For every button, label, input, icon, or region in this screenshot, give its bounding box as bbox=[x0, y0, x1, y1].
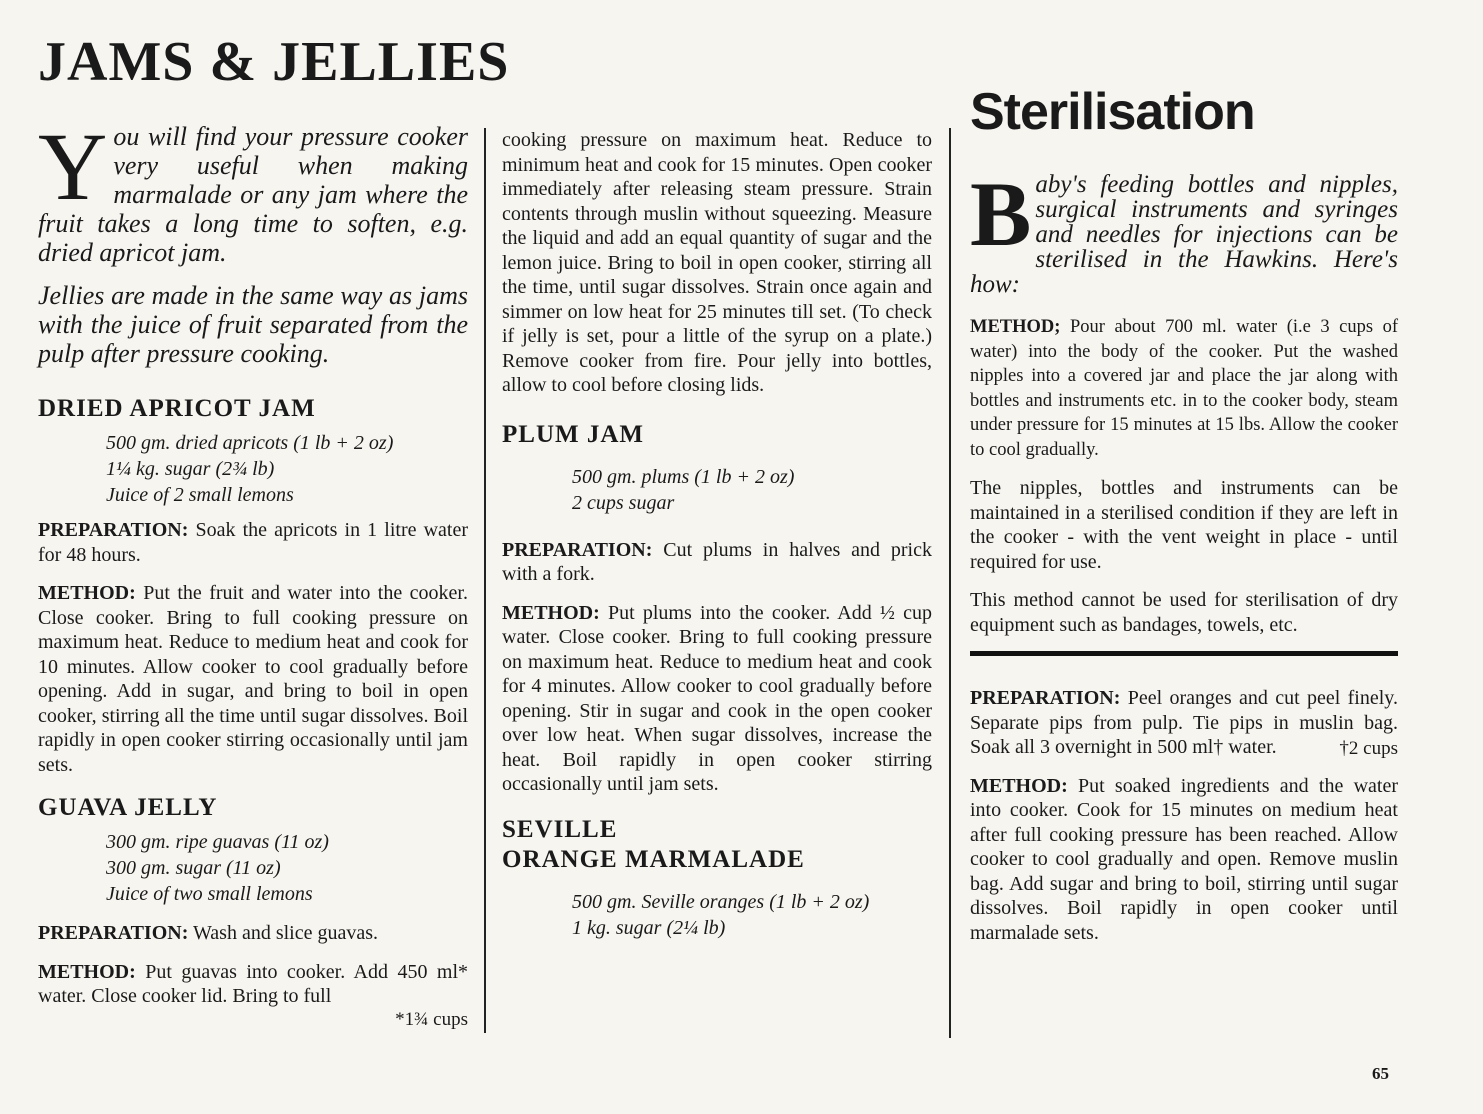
preparation-label: PREPARATION: bbox=[502, 538, 653, 561]
preparation-label: PREPARATION: bbox=[970, 687, 1121, 709]
page-number: 65 bbox=[1372, 1064, 1389, 1083]
ingredient-item: 1¼ kg. sugar (2¾ lb) bbox=[106, 458, 275, 480]
drop-cap: B bbox=[970, 163, 1032, 265]
method-label: METHOD: bbox=[38, 582, 136, 604]
recipe-title-line: SEVILLE bbox=[502, 815, 618, 843]
method-text: Put soaked ingredients and the water into cooker. Cook for 15 minutes on medium heat after full cooking pressure has been reached. Allow cooker to cool gradually and open. Remove muslin bag. Add sugar and bring to boil, stirring until sugar dissolves. Boil rapidly in open cooker until marmalade sets. bbox=[970, 774, 1398, 944]
intro-paragraph-2: Jellies are made in the same way as jams with the juice of fruit separated from the pulp after pressure cooking. bbox=[38, 281, 468, 368]
preparation-apricot bbox=[38, 518, 468, 567]
ingredient-item: Juice of two small lemons bbox=[106, 883, 313, 905]
footnote-guava: *1¾ cups bbox=[395, 1008, 468, 1030]
ingredient-item: 300 gm. ripe guavas (11 oz) bbox=[106, 831, 329, 853]
preparation-label: PREPARATION: bbox=[38, 519, 189, 541]
method-label: METHOD: bbox=[502, 601, 600, 624]
sterilisation-intro bbox=[970, 163, 1398, 298]
column-middle bbox=[502, 128, 932, 951]
intro-text: ou will find your pressure cooker very useful when making marmalade or any jam where the fruit takes a long time to soften, e.g. dried apricot jam. bbox=[38, 122, 468, 267]
preparation-text: Cut plums in halves and prick with a fork. bbox=[502, 538, 932, 585]
method-text: Put guavas into cooker. Add 450 ml* water. Close cooker lid. Bring to full bbox=[38, 960, 468, 1007]
method-guava bbox=[38, 960, 468, 1009]
preparation-text: Soak the apricots in 1 litre water for 48 hours. bbox=[38, 519, 468, 566]
drop-cap: Y bbox=[38, 113, 108, 220]
ingredient-item: 500 gm. plums (1 lb + 2 oz) bbox=[572, 465, 795, 488]
sterilisation-method bbox=[970, 315, 1398, 462]
method-label: METHOD; bbox=[970, 317, 1061, 337]
sterilisation-title: Sterilisation bbox=[970, 83, 1255, 141]
sterilisation-intro-text: aby's feeding bottles and nipples, surgical instruments and syringes and needles for injections can be sterilised in the Hawkins. Here's how: bbox=[970, 171, 1398, 298]
preparation-text: Wash and slice guavas. bbox=[188, 922, 379, 944]
page-title: JAMS & JELLIES bbox=[38, 31, 510, 93]
recipe-title-apricot: DRIED APRICOT JAM bbox=[38, 395, 316, 422]
recipe-title-marmalade bbox=[502, 815, 932, 875]
guava-method-continued: cooking pressure on maximum heat. Reduce to minimum heat and cook for 15 minutes. Open cooker immediately after releasing steam pressure. Strain contents through muslin without squeezing. Measure the liquid and add an equal quantity of sugar and the lemon juice. Bring to boil in open cooker, stirring all the time, until sugar dissolves. Strain once again and simmer on low heat for 25 minutes till set. (To check if jelly is set, pour a little of the syrup on a plate.) Remove cooker from fire. Pour jelly into bottles, allow to cool before closing lids. bbox=[502, 129, 932, 396]
ingredient-item: 500 gm. Seville oranges (1 lb + 2 oz) bbox=[572, 890, 870, 913]
ingredient-item: 2 cups sugar bbox=[572, 491, 675, 514]
preparation-guava bbox=[38, 921, 468, 946]
ingredient-item: 300 gm. sugar (11 oz) bbox=[106, 857, 281, 879]
ingredient-item: Juice of 2 small lemons bbox=[106, 484, 294, 506]
preparation-label: PREPARATION: bbox=[38, 922, 189, 944]
ingredient-list-marmalade bbox=[572, 889, 932, 941]
ingredient-list-apricot bbox=[106, 430, 468, 508]
method-marmalade bbox=[970, 774, 1398, 946]
method-text: Put the fruit and water into the cooker. Close cooker. Bring to full cooking pressure on maximum heat. Reduce to medium heat and cook for 10 minutes. Allow cooker to cool gradually before opening. Add in sugar, and bring to boil in open cooker, stirring all the time until sugar dissolves. Boil rapidly in open cooker stirring occasionally until jam sets. bbox=[38, 582, 468, 776]
preparation-plum bbox=[502, 538, 932, 587]
column-divider bbox=[949, 128, 951, 1038]
recipe-title-line: ORANGE MARMALADE bbox=[502, 845, 805, 873]
ingredient-item: 500 gm. dried apricots (1 lb + 2 oz) bbox=[106, 432, 394, 454]
method-apricot bbox=[38, 581, 468, 777]
ingredient-list-guava bbox=[106, 829, 468, 907]
footnote-marmalade: †2 cups bbox=[1339, 737, 1398, 759]
method-plum bbox=[502, 601, 932, 797]
column-left bbox=[38, 113, 468, 1031]
intro-paragraph bbox=[38, 113, 468, 267]
recipe-title-plum: PLUM JAM bbox=[502, 420, 644, 448]
sterilisation-paragraph-2: The nipples, bottles and instruments can be maintained in a sterilised condition if they are left in the cooker - with the vent weight in place - until required for use. bbox=[970, 477, 1398, 573]
method-label: METHOD: bbox=[38, 960, 136, 983]
sterilisation-paragraph-3: This method cannot be used for sterilisation of dry equipment such as bandages, towels, etc. bbox=[970, 589, 1398, 636]
preparation-text: Peel oranges and cut peel finely. Separate pips from pulp. Tie pips in muslin bag. Soak all 3 overnight in 500 ml† water. bbox=[970, 687, 1398, 758]
column-right bbox=[970, 163, 1398, 959]
column-divider bbox=[484, 128, 486, 1033]
method-text: Pour about 700 ml. water (i.e 3 cups of water) into the body of the cooker. Put the washed nipples into a covered jar and place the jar along with bottles and instruments etc. in to the cooker body, steam under pressure for 15 minutes at 15 lbs. Allow the cooker to cool gradually. bbox=[970, 317, 1398, 460]
method-text: Put plums into the cooker. Add ½ cup water. Close cooker. Bring to full cooking pressure on maximum heat. Reduce to medium heat and cook for 4 minutes. Allow cooker to cool gradually before opening. Stir in sugar and cook in the open cooker over low heat. When sugar dissolves, increase the heat. Boil rapidly in open cooker stirring occasionally until jam sets. bbox=[502, 601, 932, 795]
method-label: METHOD: bbox=[970, 774, 1068, 797]
ingredient-item: 1 kg. sugar (2¼ lb) bbox=[572, 916, 726, 939]
recipe-title-guava: GUAVA JELLY bbox=[38, 794, 218, 821]
ingredient-list-plum bbox=[572, 464, 932, 516]
section-divider bbox=[970, 651, 1398, 656]
